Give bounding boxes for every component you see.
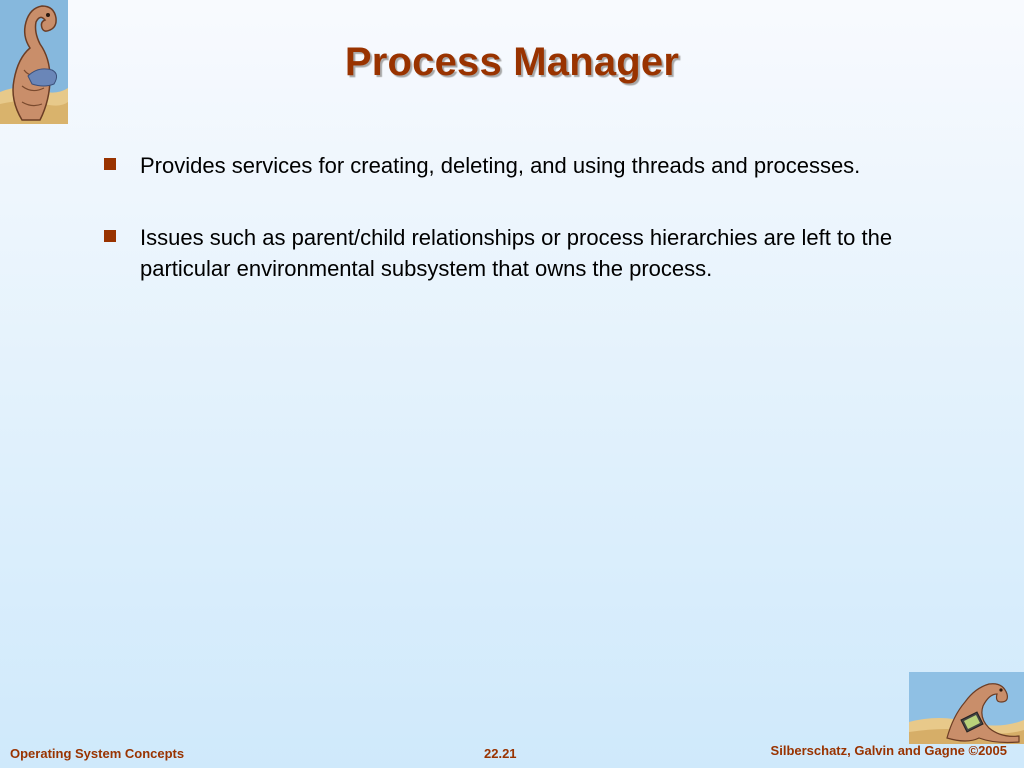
bullet-text: Provides services for creating, deleting, and using threads and processes. [140,153,861,178]
square-bullet-icon [104,230,116,242]
footer-book-title: Operating System Concepts [10,746,185,761]
bullet-text: Issues such as parent/child relationships or process hierarchies are left to the particular environmental subsystem that owns the process. [140,225,893,281]
footer-slide-number: 22.21 [484,746,517,761]
slide-title: Process Manager [344,40,680,84]
dinosaur-laptop-illustration-icon [909,672,1024,744]
bullet-item [102,150,922,181]
square-bullet-icon [104,158,116,170]
bullet-list [102,150,922,325]
bullet-item [102,222,922,284]
footer-copyright: Silberschatz, Galvin and Gagne ©2005 [770,743,1007,758]
